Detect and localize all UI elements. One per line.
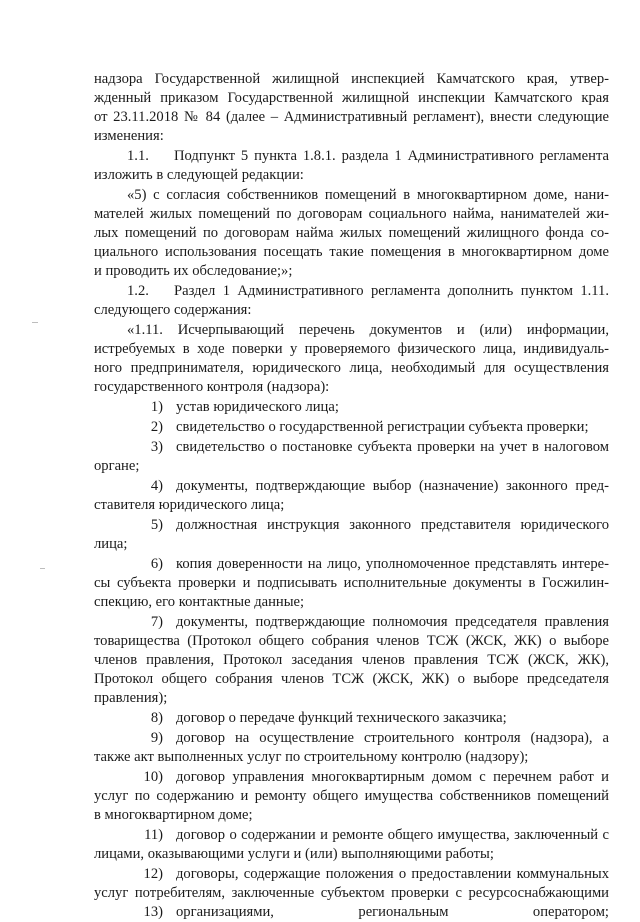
text-line: циального использования посещать такие помещения в многоквартирном доме [94,244,609,260]
text-line: договор о передаче функций технического заказчика; [176,710,507,726]
text-line: свидетельство о постановке субъекта проверки на учет в налоговом [176,439,609,455]
text-line: устав юридического лица; [176,399,339,415]
text-line: также акт выполненных услуг по строительному контролю (надзору); [94,749,529,765]
item-number: 1) [150,399,163,415]
text-line: Раздел 1 Административного регламента дополнить пунктом 1.11. [174,283,609,299]
text-line: жденный приказом Государственной жилищной инспекции Камчатского края [94,90,609,106]
item-number: 6) [150,556,163,572]
item-number: 12) [143,866,163,882]
text-line: услуг потребителям, заключенные субъектом проверки с ресурсоснабжающими [94,885,609,901]
item-number: 1.1. [127,148,149,164]
item-number: 11) [144,827,163,843]
item-number: 8) [150,710,163,726]
item-number: 9) [150,730,163,746]
text-line: мателей жилых помещений по договорам социального найма, нанимателей жи- [94,206,609,222]
text-line: от 23.11.2018 № 84 (далее – Административный регламент), внести следующие [94,109,609,125]
text-line: договор о содержании и ремонте общего имущества, заключенный с [176,827,609,843]
text-line: изменения: [94,128,164,144]
item-number: 13) [143,904,163,920]
text-line: документы, подтверждающие выбор (назначение) законного пред- [176,478,609,494]
text-line: лицами, оказывающими услуги и (или) выполняющими работы; [94,846,494,862]
text-line: свидетельство о государственной регистрации субъекта проверки; [176,419,589,435]
text-line: спекцию, его контактные данные; [94,594,305,610]
text-line: «1.11. Исчерпывающий перечень документов и (или) информации, [127,322,609,338]
text-line: изложить в следующей редакции: [94,167,304,183]
text-line: органе; [94,458,140,474]
text-line: членов правления, Протокол заседания членов правления ТСЖ (ЖСК, ЖК), [94,652,609,668]
text-line: сы субъекта проверки и подписывать исполнительные документы в Госжилин- [94,575,609,591]
item-number: 5) [150,517,163,533]
text-line: правления); [94,690,168,706]
text-line: и проводить их обследование;»; [94,263,293,279]
scan-mark [32,322,38,323]
item-number: 3) [150,439,163,455]
text-line: «5) с согласия собственников помещений в многоквартирном доме, нани- [127,187,609,203]
text-line: должностная инструкция законного представителя юридического [176,517,609,533]
text-line: государственного контроля (надзора): [94,379,330,395]
item-number: 4) [150,478,163,494]
text-line: услуг по содержанию и ремонту общего имущества собственников помещений [94,788,609,804]
item-number: 2) [150,419,163,435]
item-number: 1.2. [127,283,149,299]
text-line: Протокол общего собрания членов ТСЖ (ЖСК, ЖК) о выборе председателя [94,671,609,687]
text-line: лых помещений по договорам найма жилых помещений жилищного фонда со- [94,225,609,241]
text-line: договор на осуществление строительного контроля (надзора), а [176,730,609,746]
text-line: договоры, содержащие положения о предоставлении коммунальных [176,866,609,882]
item-number: 7) [150,614,163,630]
text-line: товарищества (Протокол общего собрания членов ТСЖ (ЖСК, ЖК) о выборе [94,633,609,649]
text-line: следующего содержания: [94,302,252,318]
scan-mark [40,568,45,569]
text-line: надзора Государственной жилищной инспекцией Камчатского края, утвер- [94,71,609,87]
text-line: лица; [94,536,128,552]
text-line: ного предпринимателя, юридического лица, необходимый для осуществления [94,360,609,376]
text-line: в многоквартирном доме; [94,807,253,823]
text-line: ставителя юридического лица; [94,497,285,513]
text-line: истребуемых в ходе поверки у проверяемого физического лица, индивидуаль- [94,341,609,357]
text-line: копия доверенности на лицо, уполномоченное представлять интере- [176,556,609,572]
text-line: договор управления многоквартирным домом с перечнем работ и [176,769,609,785]
text-line: документы, подтверждающие полномочия председателя правления [176,614,609,630]
item-number: 10) [143,769,163,785]
text-line: Подпункт 5 пункта 1.8.1. раздела 1 Административного регламента [174,148,609,164]
text-line: организациями, региональным оператором; [176,904,609,920]
